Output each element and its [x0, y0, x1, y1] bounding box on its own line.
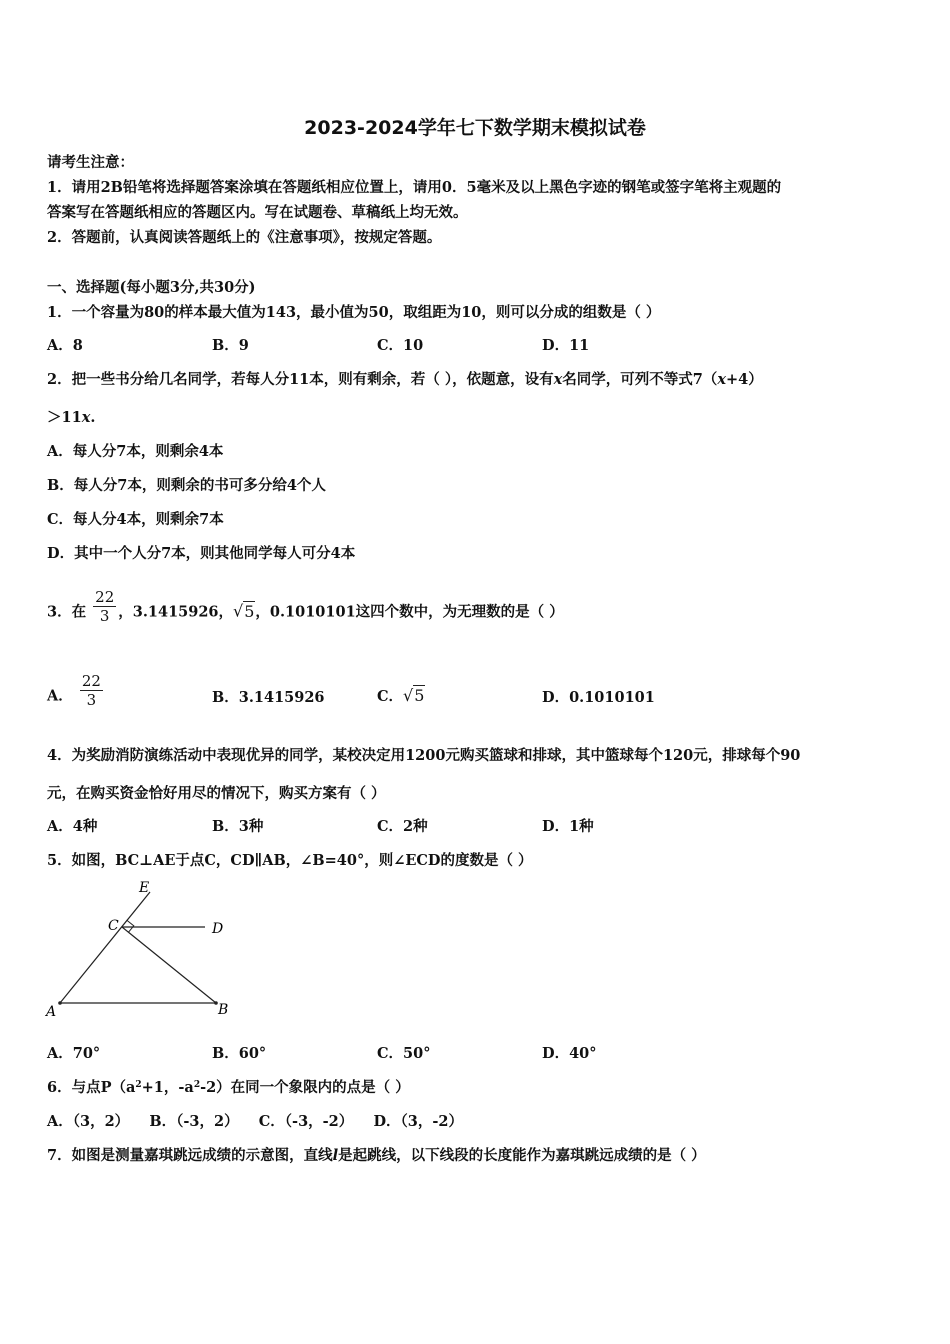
- fraction-22-over-3: [93, 588, 116, 625]
- notice-heading: 请考生注意：: [47, 154, 134, 171]
- question-1-option-a: A．8: [47, 337, 83, 354]
- question-5-option-c: C．50°: [377, 1045, 431, 1062]
- question-6-stem-part-b: +1，-a: [141, 1079, 194, 1096]
- fraction-denominator: 3: [99, 607, 110, 625]
- question-2-option-a: A．每人分7本，则剩余4本: [47, 443, 224, 460]
- option-c-label: C．: [377, 688, 404, 705]
- question-6-stem-part-c: -2）在同一个象限内的点是（ ）: [200, 1079, 410, 1096]
- question-3-option-a: [47, 672, 105, 715]
- label-c: C: [108, 918, 119, 934]
- question-2-stem-part-a: 2．把一些书分给几名同学，若每人分11本，则有剩余，若（ ），依题意，设有: [47, 371, 554, 388]
- variable-x: x: [717, 371, 726, 388]
- segment-cb: [122, 927, 216, 1003]
- superscript-2: 2: [193, 1080, 201, 1090]
- question-3-option-b: B．3.1415926: [212, 689, 325, 706]
- sqrt-radicand: 5: [414, 686, 425, 705]
- question-3-prefix: 3．在: [47, 603, 87, 621]
- question-4-option-b: B．3种: [212, 818, 264, 835]
- label-a: A: [46, 1004, 57, 1020]
- question-2-option-d: D．其中一个人分7本，则其他同学每人可分4本: [47, 545, 356, 562]
- label-e: E: [139, 880, 150, 896]
- variable-l: l: [332, 1147, 339, 1164]
- superscript-2: 2: [135, 1080, 142, 1090]
- triangle-figure: [40, 876, 240, 1024]
- question-4-option-d: D．1种: [542, 818, 594, 835]
- question-2-stem-line-1: [47, 370, 763, 390]
- line-ae: [60, 892, 150, 1003]
- inequality-lhs: ＞11: [47, 409, 82, 426]
- question-6-stem-part-a: 6．与点P（a: [47, 1079, 136, 1096]
- option-a-label: A．: [47, 687, 73, 705]
- label-b: B: [218, 1002, 229, 1018]
- fraction-numerator: 22: [95, 588, 115, 606]
- point-a: [58, 1001, 62, 1005]
- question-6-stem: [47, 1078, 410, 1098]
- question-5-stem: 5．如图，BC⊥AE于点C，CD∥AB，∠B=40°，则∠ECD的度数是（ ）: [47, 852, 533, 869]
- variable-x: x: [81, 409, 91, 426]
- question-5-option-d: D．40°: [542, 1045, 597, 1062]
- notice-item-1-line-2: 答案写在答题纸相应的答题区内。写在试题卷、草稿纸上均无效。: [47, 204, 468, 221]
- fraction-denominator: 3: [86, 691, 97, 709]
- variable-x: x: [553, 371, 563, 388]
- question-7-stem-part-b: 是起跳线，以下线段的长度能作为嘉琪跳远成绩的是（ ）: [338, 1147, 706, 1164]
- sqrt-radicand: 5: [244, 601, 255, 621]
- question-2-option-c: C．每人分4本，则剩余7本: [47, 511, 224, 528]
- question-4-option-c: C．2种: [377, 818, 428, 835]
- question-7-stem-part-a: 7．如图是测量嘉琪跳远成绩的示意图，直线: [47, 1147, 333, 1164]
- question-6-options: A．（3，2） B．（-3，2） C．（-3，-2） D．（3，-2）: [47, 1113, 463, 1130]
- question-1-stem: 1．一个容量为80的样本最大值为143，最小值为50，取组距为10，则可以分成的组数是（ ）: [47, 304, 661, 321]
- question-1-option-c: C．10: [377, 337, 424, 354]
- question-3-option-d: D．0.1010101: [542, 689, 655, 706]
- question-4-stem-line-1: 4．为奖励消防演练活动中表现优异的同学，某校决定用1200元购买篮球和排球，其中篮球每个120元，排球每个90: [47, 747, 801, 764]
- question-2-option-b: B．每人分7本，则剩余的书可多分给4个人: [47, 477, 326, 494]
- label-d: D: [212, 921, 224, 937]
- question-1-option-d: D．11: [542, 337, 590, 354]
- question-3-option-c: [377, 686, 425, 707]
- question-5-option-b: B．60°: [212, 1045, 267, 1062]
- question-4-stem-line-2: 元，在购买资金恰好用尽的情况下，购买方案有（ ）: [47, 785, 386, 802]
- page-title: 2023-2024学年七下数学期末模拟试卷: [304, 117, 646, 139]
- question-2-stem-line-2: [47, 408, 95, 428]
- question-5-option-a: A．70°: [47, 1045, 101, 1062]
- question-3-tail: ，0.1010101这四个数中，为无理数的是（ ）: [255, 603, 564, 621]
- fraction-22-over-3: [80, 672, 103, 709]
- question-4-option-a: A．4种: [47, 818, 98, 835]
- notice-item-2: 2．答题前，认真阅读答题纸上的《注意事项》，按规定答题。: [47, 229, 442, 246]
- question-1-option-b: B．9: [212, 337, 249, 354]
- question-3-stem: [47, 588, 564, 631]
- section-heading-choice: 一、选择题(每小题3分,共30分): [47, 279, 256, 296]
- fraction-numerator: 22: [81, 672, 101, 690]
- question-2-stem-part-b: 名同学，可列不等式7（: [562, 371, 718, 388]
- square-root-5: √5: [233, 601, 255, 621]
- question-3-mid: ，3.1415926，: [118, 603, 234, 621]
- square-root-5: √5: [403, 686, 425, 705]
- inequality-end: .: [90, 409, 96, 426]
- notice-item-1-line-1: 1．请用2B铅笔将选择题答案涂填在答题纸相应位置上，请用0．5毫米及以上黑色字迹的钢笔或签字笔将主观题的: [47, 179, 782, 196]
- question-7-stem: [47, 1146, 706, 1166]
- question-2-stem-part-c: +4）: [725, 371, 763, 388]
